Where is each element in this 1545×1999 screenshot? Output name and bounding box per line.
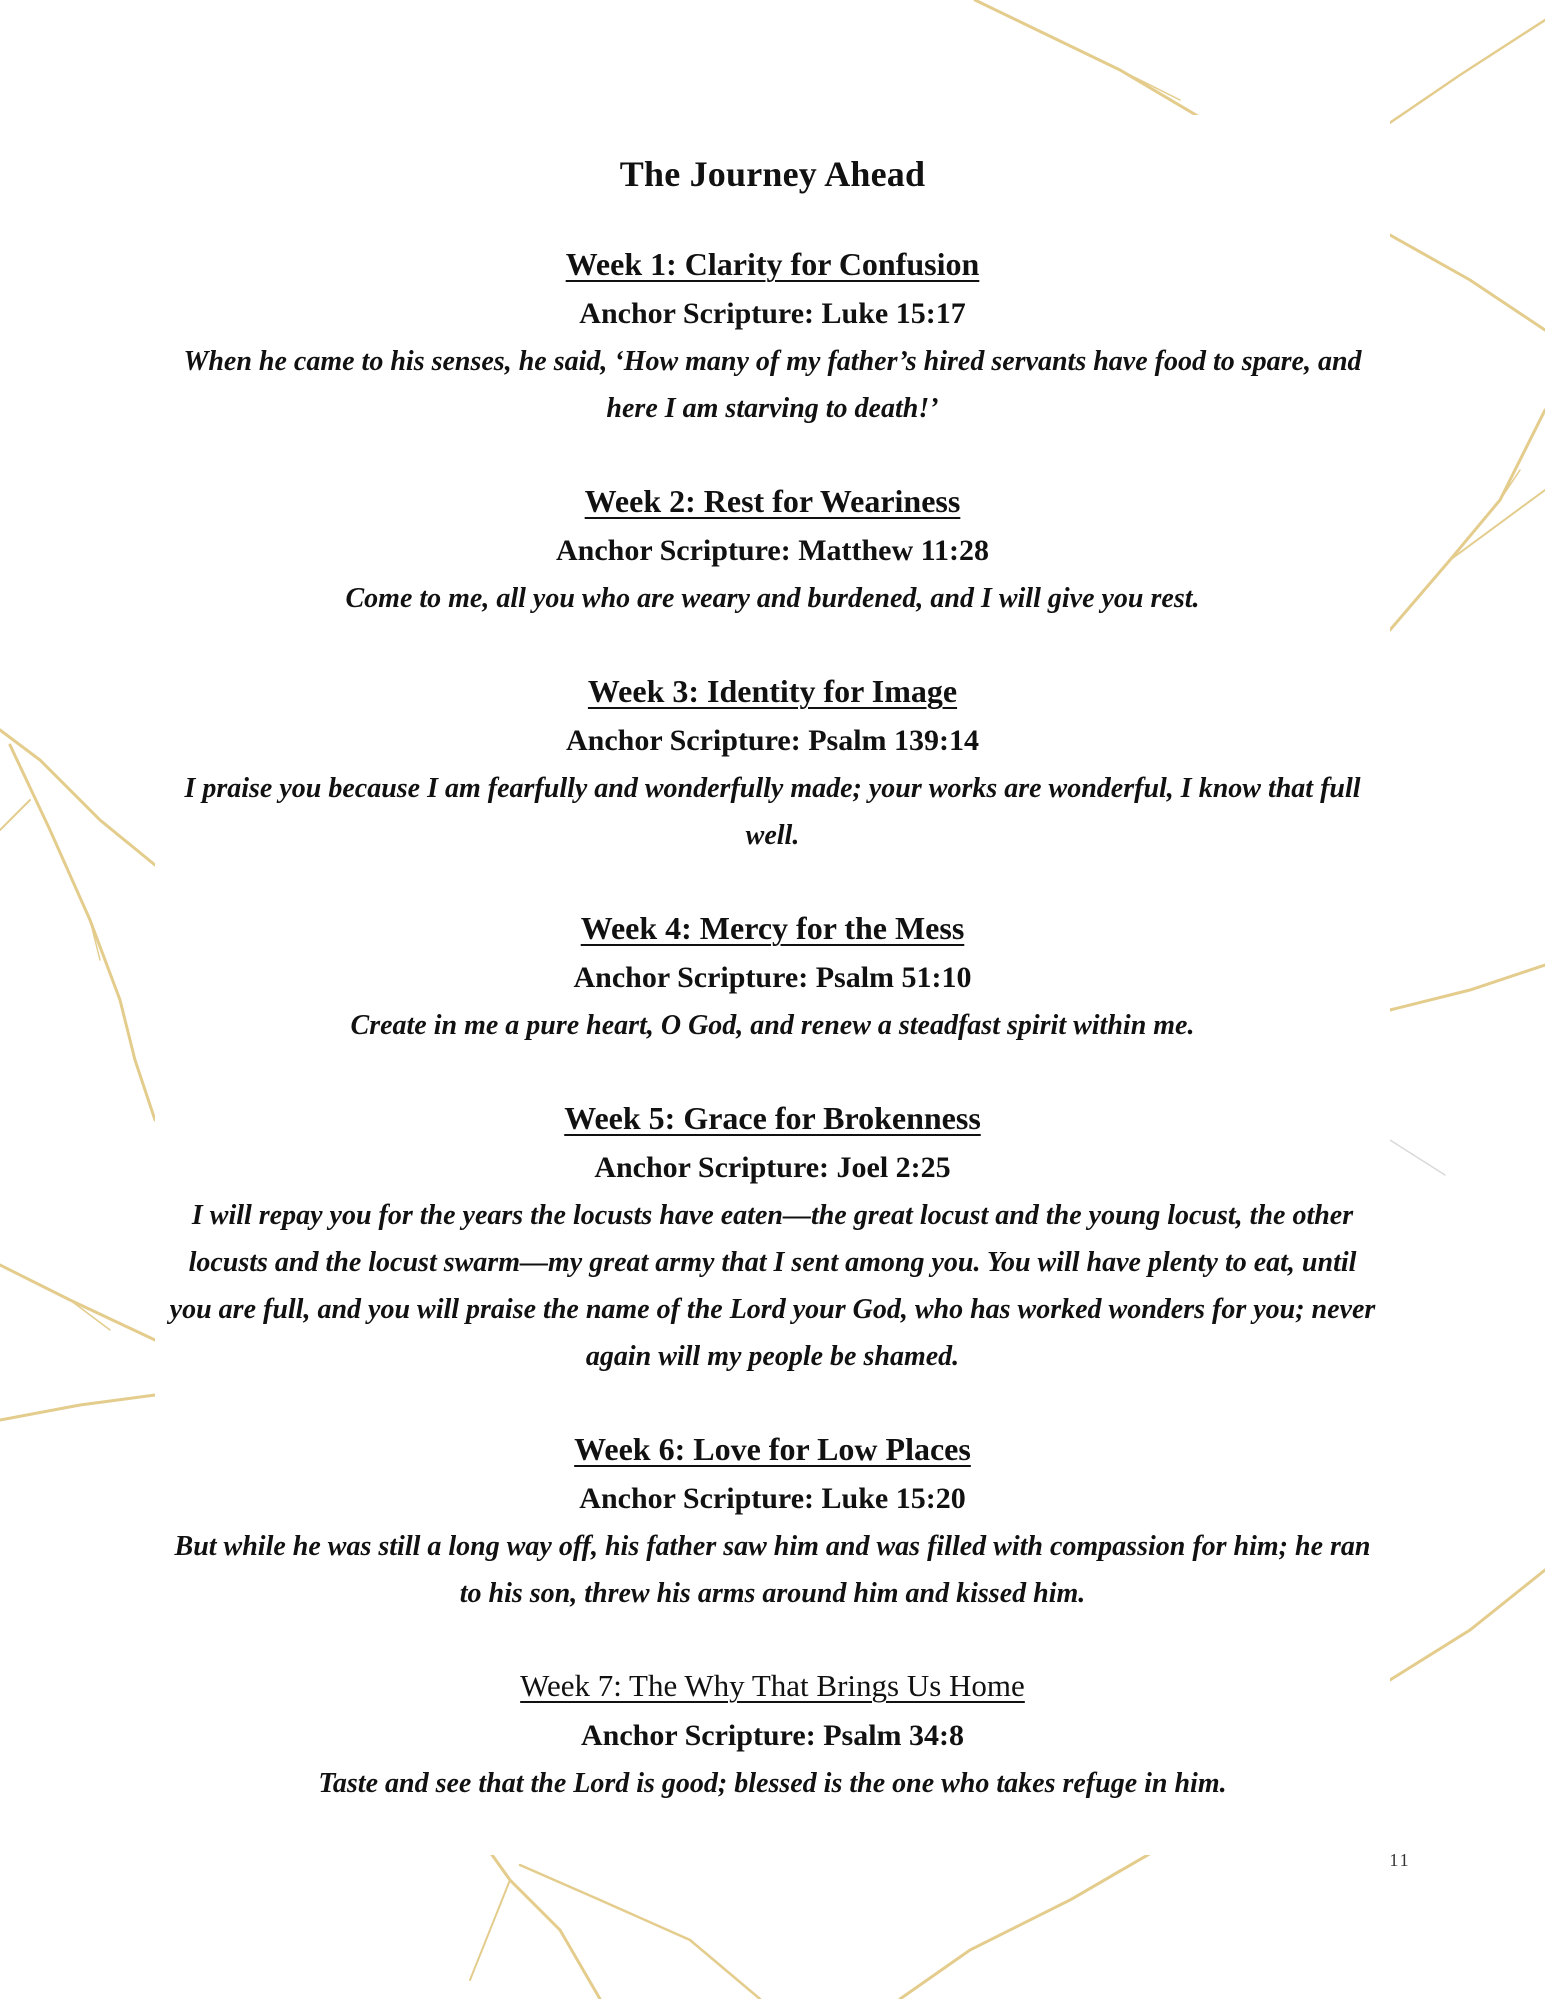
gold-vein-line (1390, 235, 1545, 330)
gold-vein-line (70, 1300, 110, 1330)
scripture-verse: When he came to his senses, he said, ‘How many of my father’s hired servants have food to spare, and here I am starving to death!’ (183, 346, 1362, 424)
week-title: Week 4: Mercy for the Mess (580, 910, 965, 946)
week-title: Week 6: Love for Low Places (574, 1431, 971, 1467)
gold-vein-line (1390, 965, 1545, 1010)
gold-vein-line (1390, 1570, 1545, 1680)
week-title: Week 2: Rest for Weariness (584, 483, 961, 519)
gold-vein-line (1450, 490, 1545, 560)
gold-vein-line (0, 1265, 155, 1340)
gold-vein-line (485, 1845, 600, 1999)
gold-vein-line (1390, 410, 1545, 630)
page-title: The Journey Ahead (619, 154, 926, 194)
anchor-scripture: Anchor Scripture: Luke 15:17 (579, 297, 966, 330)
gold-vein-line (1390, 1140, 1445, 1175)
week-2-section (155, 479, 1390, 622)
scripture-verse: But while he was still a long way off, his father saw him and was filled with compassion for him; he ran to his son, threw his arms around him and kissed him. (174, 1531, 1371, 1609)
gold-vein-line (90, 920, 100, 960)
gold-vein-line (0, 800, 30, 830)
scripture-verse: Create in me a pure heart, O God, and renew a steadfast spirit within me. (350, 1010, 1195, 1041)
week-title: Week 1: Clarity for Confusion (565, 246, 980, 282)
week-1-section (155, 242, 1390, 432)
week-title: Week 7: The Why That Brings Us Home (520, 1668, 1025, 1703)
gold-vein-line (1120, 70, 1180, 100)
week-title: Week 5: Grace for Brokenness (564, 1100, 981, 1136)
gold-vein-line (0, 1395, 155, 1420)
anchor-scripture: Anchor Scripture: Psalm 51:10 (573, 961, 972, 994)
gold-vein-line (1070, 1870, 1120, 1900)
scripture-verse: Taste and see that the Lord is good; blessed is the one who takes refuge in him. (318, 1768, 1227, 1799)
week-5-section (155, 1096, 1390, 1380)
scripture-verse: I praise you because I am fearfully and wonderfully made; your works are wonderful, I know that full well. (184, 773, 1361, 851)
week-6-section (155, 1427, 1390, 1617)
gold-vein-line (0, 730, 155, 865)
anchor-scripture: Anchor Scripture: Matthew 11:28 (555, 534, 989, 567)
gold-vein-line (520, 1865, 760, 1999)
anchor-scripture: Anchor Scripture: Psalm 34:8 (580, 1719, 965, 1752)
week-4-section (155, 906, 1390, 1049)
gold-vein-line (10, 745, 155, 1120)
gold-vein-line (900, 1845, 1165, 1999)
scripture-verse: I will repay you for the years the locusts have eaten—the great locust and the young locust, the other locusts and the locust swarm—my great army that I sent among you. You will have plenty to eat, until you are full, and you will praise the name of the Lord your God, who has worked wonders for you; never again will my people be shamed. (169, 1200, 1376, 1372)
gold-vein-line (470, 1880, 510, 1980)
week-7-section (155, 1664, 1390, 1807)
anchor-scripture: Anchor Scripture: Psalm 139:14 (565, 724, 980, 757)
week-3-section (155, 669, 1390, 859)
gold-vein-line (1500, 470, 1520, 500)
week-title: Week 3: Identity for Image (587, 673, 958, 709)
page-number: 11 (1389, 1850, 1411, 1870)
scripture-verse: Come to me, all you who are weary and burdened, and I will give you rest. (345, 583, 1200, 614)
journey-overview (155, 150, 1390, 1807)
anchor-scripture: Anchor Scripture: Joel 2:25 (594, 1151, 951, 1184)
anchor-scripture: Anchor Scripture: Luke 15:20 (579, 1482, 966, 1515)
